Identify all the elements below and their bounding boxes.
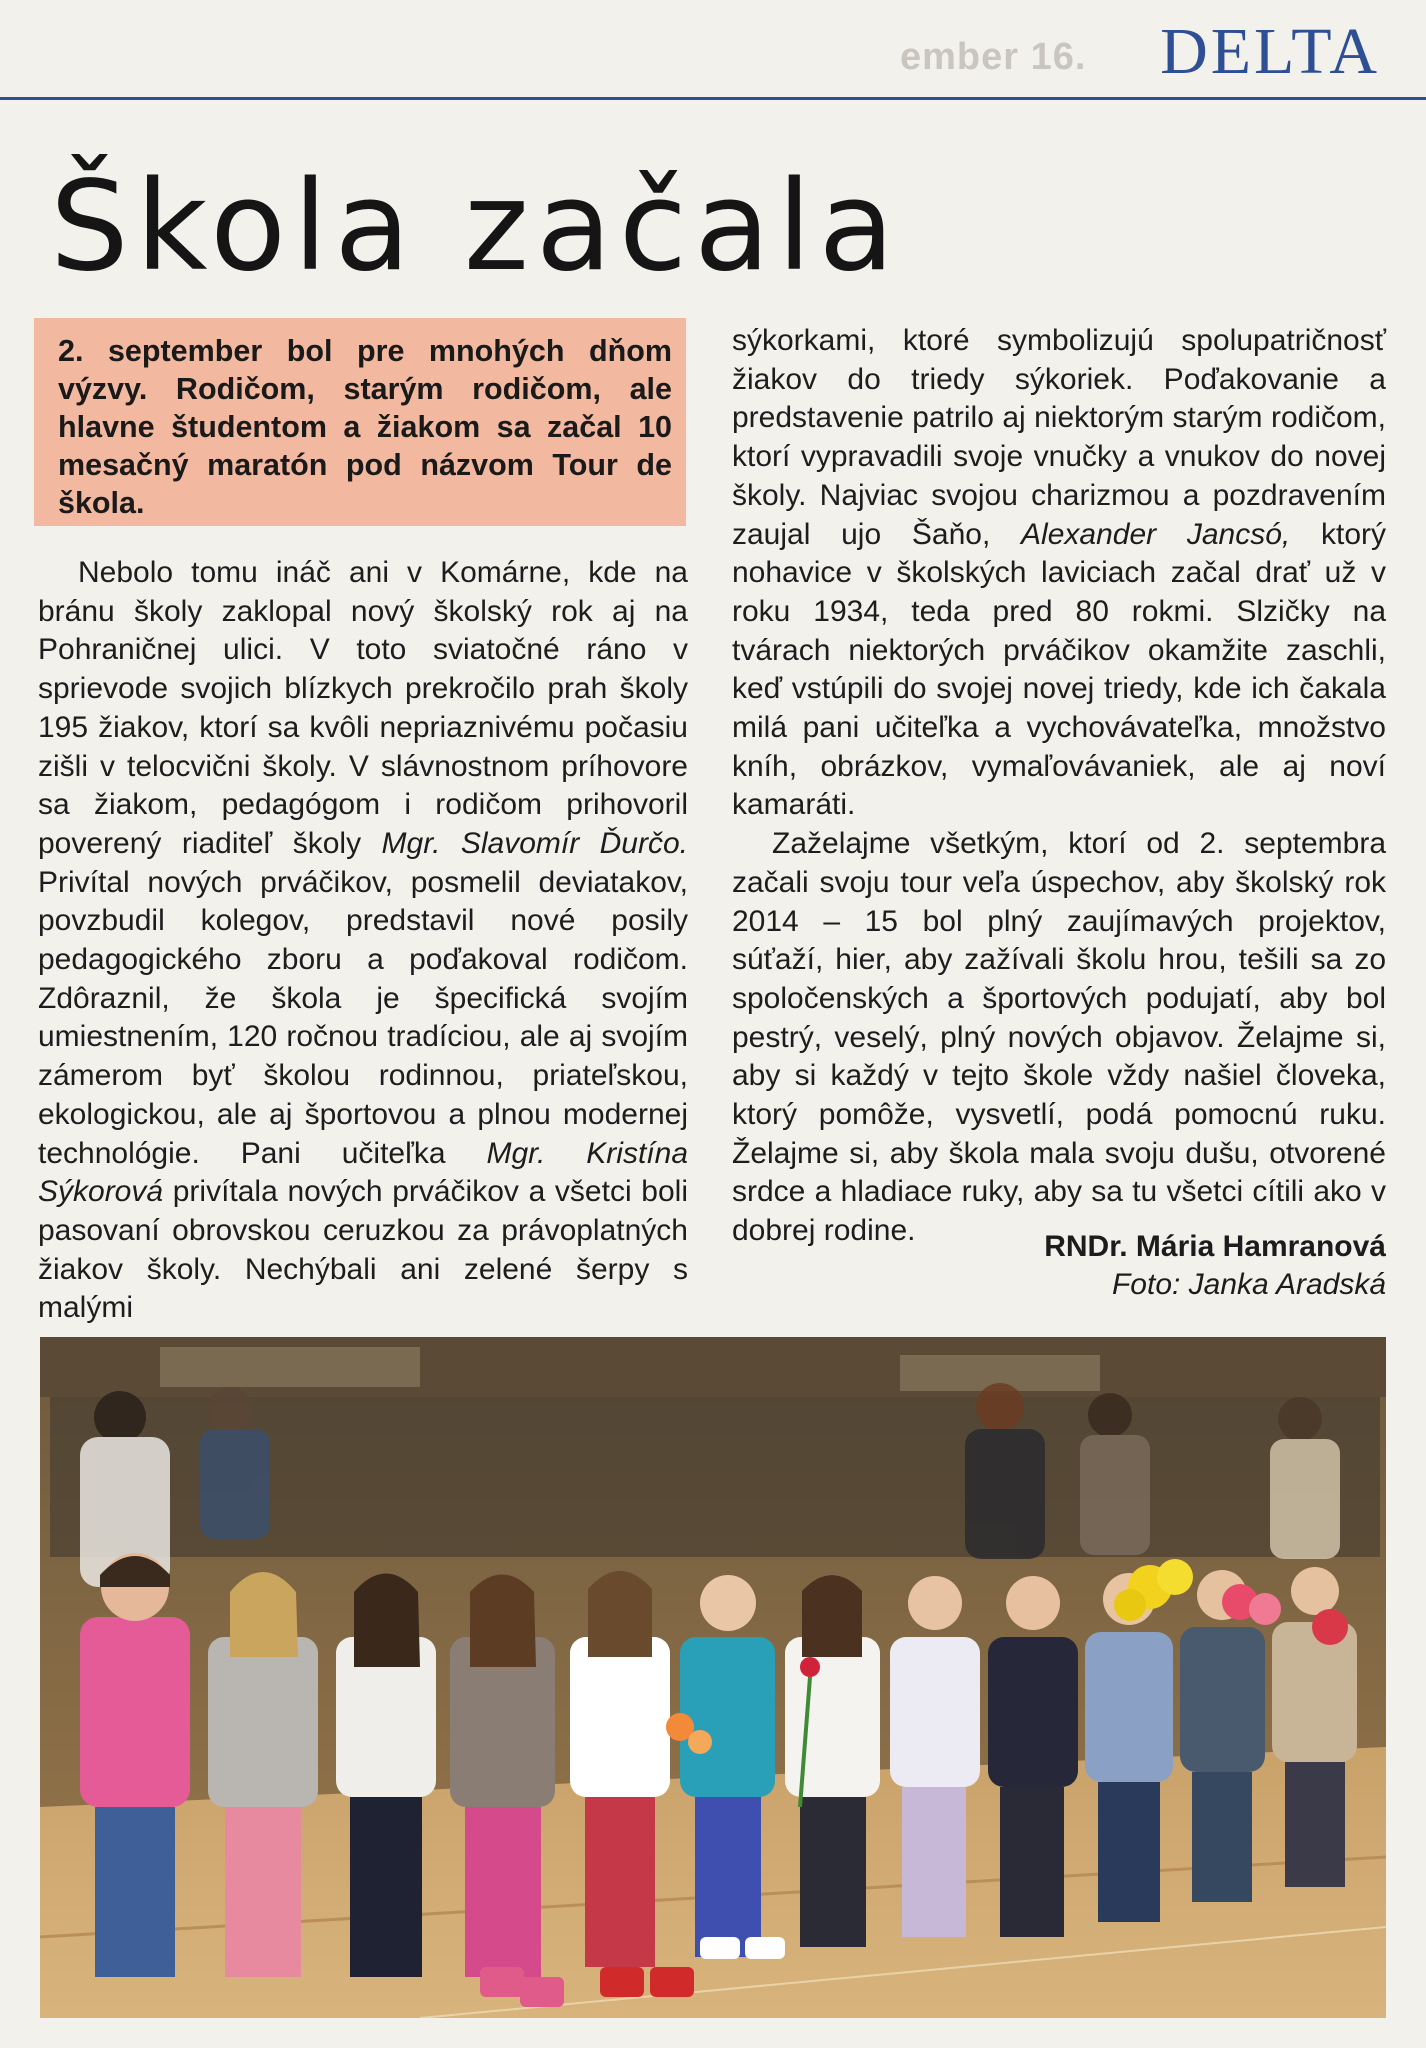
article-left-column	[38, 554, 688, 1328]
photo-credit: Foto: Janka Aradská	[1111, 1268, 1386, 1301]
body-text: sýkorkami, ktoré symbolizujú spolupatričnosť žiakov do triedy sýkoriek. Poďakovanie a predstavenie patrilo aj niektorým starým rodičom, ktorí vypravadili svoje vnučky a vnukov do novej školy. Najviac svojou charizmou a pozdravením zaujal ujo Šaňo,	[732, 324, 1386, 551]
person-name: Mgr. Slavomír Ďurčo.	[381, 826, 688, 860]
bleed-through-text: ember 16.	[900, 36, 1087, 78]
paragraph	[732, 322, 1386, 825]
article-right-column	[732, 322, 1386, 1251]
person-name: Mgr. Kristína Sýkorová	[38, 1136, 688, 1209]
author-name: RNDr. Mária Hamranová	[1044, 1230, 1386, 1263]
article-title: Škola začala	[50, 155, 902, 299]
body-text: Nebolo tomu ináč ani v Komárne, kde na bránu školy zaklopal nový školský rok aj na Pohraničnej ulici. V toto sviatočné ráno v sprievode svojich blízkych prekročilo prah školy 195 žiakov, ktorí sa kvôli nepriaznivému počasiu zišli v telocvični školy. V slávnostnom príhovore sa žiakom, pedagógom i rodičom prihovoril poverený riaditeľ školy	[38, 556, 688, 860]
byline	[1044, 1228, 1386, 1304]
article-lead: 2. september bol pre mnohých dňom výzvy. Rodičom, starým rodičom, ale hlavne študentom a žiakom sa začal 10 mesačný maratón pod názvom Tour de škola.	[34, 318, 686, 526]
body-text: ktorý nohavice v školských laviciach začal drať už v roku 1934, teda pred 80 rokmi. Slzičky na tvárach niektorých prváčikov okamžite zaschli, keď vstúpili do svojej novej triedy, kde ich čakala milá pani učiteľka a vychovávateľka, množstvo kníh, obrázkov, vymaľovávaniek, ale aj noví kamaráti.	[732, 517, 1386, 822]
class-photo-illustration	[40, 1337, 1386, 2018]
body-text: privítala nových prváčikov a všetci boli pasovaní obrovskou ceruzkou za právoplatných žiakov školy. Nechýbali ani zelené šerpy s malými	[38, 1175, 688, 1325]
masthead	[0, 0, 1426, 100]
masthead-rule	[0, 97, 1426, 100]
publication-name: DELTA	[1160, 15, 1380, 88]
article-photo	[40, 1337, 1386, 2018]
person-name: Alexander Jancsó,	[1021, 517, 1291, 551]
body-text: Privítal nových prváčikov, posmelil deviatakov, povzbudil kolegov, predstavil nové posily pedagogického zboru a poďakoval rodičom. Zdôraznil, že škola je špecifická svojím umiestnením, 120 ročnou tradíciou, ale aj svojím zámerom byť školou rodinnou, priateľskou, ekologickou, ale aj športovou a plnou modernej technológie. Pani učiteľka	[38, 865, 688, 1170]
paragraph: Zaželajme všetkým, ktorí od 2. septembra začali svoju tour veľa úspechov, aby školský rok 2014 – 15 bol plný zaujímavých projektov, súťaží, hier, aby zažívali školu hrou, tešili sa zo spoločenských a športových podujatí, aby bol pestrý, veselý, plný nových objavov. Želajme si, aby si každý v tejto škole vždy našiel človeka, ktorý pomôže, vysvetlí, podá pomocnú ruku. Želajme si, aby škola mala svoju dušu, otvorené srdce a hladiace ruky, aby sa tu všetci cítili ako v dobrej rodine.	[732, 827, 1386, 1248]
